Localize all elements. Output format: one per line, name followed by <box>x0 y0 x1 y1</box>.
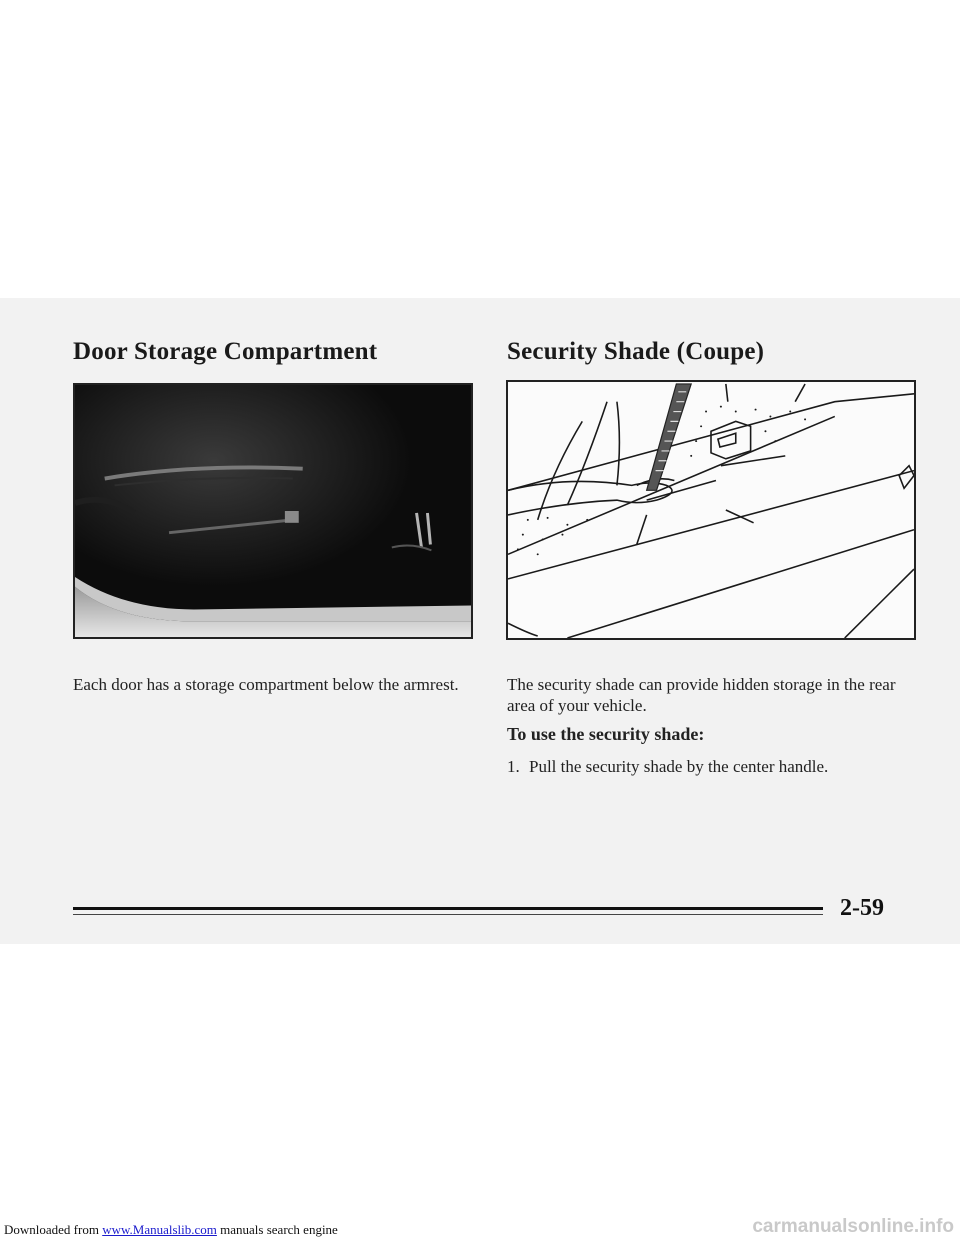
step-text: Pull the security shade by the center handle. <box>529 757 829 776</box>
door-storage-photo <box>73 383 473 639</box>
page-number: 2-59 <box>840 895 884 921</box>
door-storage-paragraph: Each door has a storage compartment below the armrest. <box>73 675 459 694</box>
download-suffix: manuals search engine <box>220 1222 338 1237</box>
footer-rule-thin <box>73 914 823 915</box>
footer-rule <box>73 907 823 910</box>
security-shade-illustration <box>506 380 916 640</box>
watermark: carmanualsonline.info <box>752 1216 954 1237</box>
manualslib-link[interactable]: www.Manualslib.com <box>102 1222 217 1237</box>
security-shade-paragraph: The security shade can provide hidden storage in the rear area of your vehicle. <box>507 675 896 715</box>
download-notice <box>4 1222 338 1238</box>
door-storage-heading: Door Storage Compartment <box>73 338 378 365</box>
security-shade-subheading: To use the security shade: <box>507 724 705 744</box>
download-prefix: Downloaded from <box>4 1222 99 1237</box>
step-number: 1. <box>507 757 520 776</box>
list-item <box>507 756 917 777</box>
security-shade-heading: Security Shade (Coupe) <box>507 338 765 365</box>
